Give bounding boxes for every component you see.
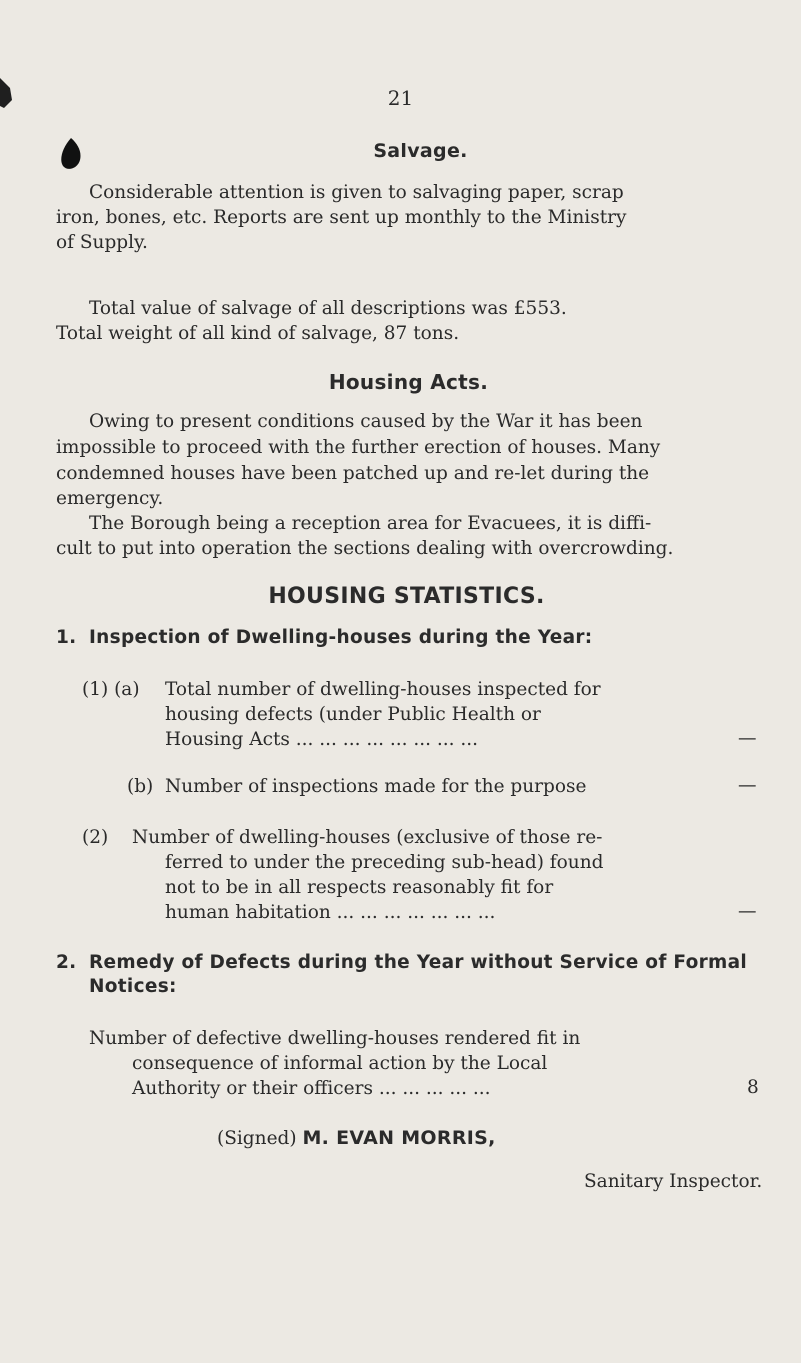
- salvage-para1-line2: iron, bones, etc. Reports are sent up monthly to the Ministry: [56, 207, 627, 228]
- item2-line4: human habitation ... ... ... ... ... ... ...: [165, 902, 496, 923]
- item2-label: (2): [82, 827, 109, 848]
- item1b-value: —: [738, 775, 757, 796]
- section2-line1: Number of defective dwelling-houses rendered fit in: [89, 1028, 581, 1049]
- section2-title-line1: Remedy of Defects during the Year without Service of Formal: [89, 952, 748, 973]
- item1a-line3: Housing Acts ... ... ... ... ... ... ... ...: [165, 729, 479, 750]
- page-number: 21: [387, 86, 414, 110]
- section2-line3: Authority or their officers ... ... ... ... ...: [132, 1078, 491, 1099]
- item1a-line1: Total number of dwelling-houses inspected for: [165, 679, 601, 700]
- housing-para1-line4: emergency.: [56, 488, 164, 509]
- salvage-para1-line1: Considerable attention is given to salvaging paper, scrap: [89, 182, 624, 203]
- salvage-para1-line3: of Supply.: [56, 232, 148, 253]
- salvage-heading: Salvage.: [373, 140, 468, 162]
- section2-value: 8: [747, 1077, 759, 1098]
- item2-value: —: [738, 901, 757, 922]
- item1a-value: —: [738, 728, 757, 749]
- housing-acts-heading: Housing Acts.: [328, 370, 489, 394]
- signatory-name: M. EVAN MORRIS,: [302, 1127, 496, 1149]
- section2-title-line2: Notices:: [89, 976, 177, 997]
- section1-number: 1.: [56, 627, 77, 648]
- housing-para1-line3: condemned houses have been patched up and re-let during the: [56, 463, 650, 484]
- item1b-label: (b): [127, 776, 154, 797]
- signed-prefix: (Signed): [217, 1128, 297, 1149]
- item1a-line2: housing defects (under Public Health or: [165, 704, 541, 725]
- housing-para1-line2: impossible to proceed with the further erection of houses. Many: [56, 437, 661, 458]
- housing-para1-line1: Owing to present conditions caused by the War it has been: [89, 411, 643, 432]
- section2-number: 2.: [56, 952, 77, 973]
- housing-statistics-heading: HOUSING STATISTICS.: [268, 584, 545, 609]
- item1b-line1: Number of inspections made for the purpose: [165, 776, 587, 797]
- item1a-label: (1) (a): [82, 679, 140, 700]
- housing-para2-line2: cult to put into operation the sections dealing with overcrowding.: [56, 538, 674, 559]
- item2-line1: Number of dwelling-houses (exclusive of those re-: [132, 827, 603, 848]
- signatory-title: Sanitary Inspector.: [584, 1171, 763, 1192]
- section1-title: Inspection of Dwelling-houses during the Year:: [89, 627, 593, 648]
- item2-line2: ferred to under the preceding sub-head) found: [165, 852, 604, 873]
- section2-line2: consequence of informal action by the Local: [132, 1053, 548, 1074]
- housing-para2-line1: The Borough being a reception area for Evacuees, it is diffi-: [89, 513, 652, 534]
- salvage-para2-line2: Total weight of all kind of salvage, 87 tons.: [56, 323, 460, 344]
- item2-line3: not to be in all respects reasonably fit for: [165, 877, 554, 898]
- signature-line: [217, 1127, 496, 1150]
- salvage-para2-line1: Total value of salvage of all descriptions was £553.: [89, 298, 567, 319]
